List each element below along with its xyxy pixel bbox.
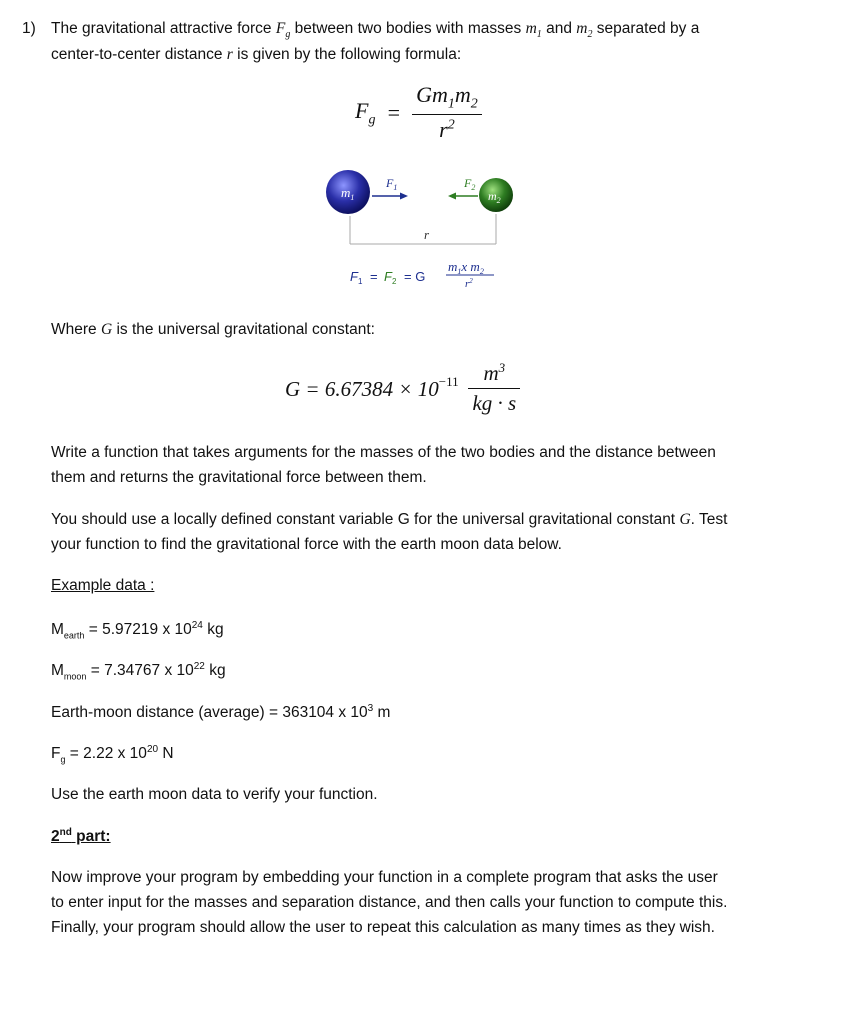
mass-moon-sub: moon <box>63 671 87 682</box>
constant-unit-fraction <box>468 360 520 416</box>
intro-text: separated by a <box>596 20 700 37</box>
intro-text: center-to-center distance <box>51 46 223 63</box>
paragraph-1-line-1: Write a function that takes arguments for the masses of the two bodies and the distance between <box>51 444 716 461</box>
mass-earth-m: M <box>51 621 64 639</box>
mass-moon-value: = 7.34767 x 10 <box>90 662 194 680</box>
formula-fraction <box>412 82 482 143</box>
constant-lhs: $G = 6.67384 \times 10^{-11}$ <box>285 374 459 401</box>
mass-moon-unit: kg <box>209 662 226 680</box>
force-row <box>51 744 174 764</box>
mass-earth-sub: earth <box>63 630 85 641</box>
mass-earth-value: = 5.97219 x 10 <box>88 621 192 639</box>
paragraph-2-line-2: your function to find the gravitational force with the earth moon data below. <box>51 536 562 553</box>
formula-numerator: $Gm_1m_2$ <box>416 82 478 112</box>
formula-lhs: $F_g$ <box>355 97 376 127</box>
part-2-line-1: Now improve your program by embedding your function in a complete program that asks the user <box>51 869 718 886</box>
equation-f2: $F_2$ <box>384 269 397 286</box>
constant-unit-denominator: kg · s <box>468 388 520 416</box>
intro-line-2 <box>51 46 461 64</box>
equation-f1: $F_1$ <box>350 269 363 286</box>
paragraph-1-line-2: them and returns the gravitational force between them. <box>51 469 427 486</box>
m1-symbol: $m_1$ <box>525 20 542 41</box>
mass-earth-row <box>51 620 224 640</box>
part-2-ordinal: nd <box>59 827 72 838</box>
force-1-label: $F_1$ <box>386 176 398 192</box>
distance-label: r <box>424 227 430 242</box>
paragraph-2-line-1 <box>51 511 727 529</box>
force-sub: g <box>60 754 66 765</box>
intro-line-1 <box>51 20 699 40</box>
distance-exponent: 3 <box>367 703 374 714</box>
part-2-line-2: to enter input for the masses and separation distance, and then calls your function to compute this. <box>51 894 728 911</box>
intro-text: is given by the following formula: <box>237 46 462 63</box>
intro-text: between two bodies with masses <box>294 20 522 37</box>
distance-row <box>51 703 390 722</box>
problem-number: 1) <box>22 20 36 37</box>
mass-earth-unit: kg <box>207 621 224 639</box>
m2-symbol: $m_2$ <box>576 20 593 41</box>
formula-denominator: $r^2$ <box>412 114 482 143</box>
equation-equals-1: = <box>370 269 378 284</box>
formula-equals: = <box>387 99 400 125</box>
part-2-number: 2 <box>51 828 60 846</box>
force-unit: N <box>162 745 174 763</box>
constant-intro-text: Where <box>51 321 97 338</box>
gravity-formula <box>355 82 482 143</box>
part-2-heading <box>51 827 111 846</box>
paragraph-2-text: You should use a locally defined constant variable G for the universal gravitational constant <box>51 511 676 528</box>
intro-text: The gravitational attractive force <box>51 20 272 37</box>
distance-value: Earth-moon distance (average) = 363104 x 10 <box>51 704 368 722</box>
force-2-label: $F_2$ <box>464 176 476 192</box>
constant-intro-text: is the universal gravitational constant: <box>116 321 375 338</box>
r-symbol: r <box>226 46 233 63</box>
mass-moon-exponent: 22 <box>193 661 205 672</box>
constant-formula <box>285 360 520 416</box>
mass-1-label: $m_1$ <box>341 185 355 202</box>
part-2-label: part: <box>71 828 111 846</box>
force-diagram <box>300 160 540 300</box>
paragraph-2-text: . Test <box>690 511 728 528</box>
mass-2-label: $m_2$ <box>488 189 501 205</box>
example-heading: Example data : <box>51 577 155 594</box>
fg-symbol: $F_g$ <box>275 20 291 41</box>
mass-earth-exponent: 24 <box>191 620 203 631</box>
g-symbol: G <box>679 511 691 528</box>
distance-unit: m <box>377 704 391 722</box>
constant-unit-numerator: $m^3$ <box>483 360 506 385</box>
intro-text: and <box>546 20 572 37</box>
equation-numerator: $m_1x$ $m_2$ <box>448 259 484 276</box>
force-value: = 2.22 x 10 <box>69 745 147 763</box>
g-symbol: G <box>100 321 113 338</box>
force-2-arrowhead <box>448 193 456 200</box>
mass-moon-m: M <box>51 662 64 680</box>
equation-denominator: $r^2$ <box>465 277 473 290</box>
mass-moon-row <box>51 661 226 681</box>
equation-equals-g: = G <box>404 269 426 284</box>
verify-text: Use the earth moon data to verify your function. <box>51 786 378 803</box>
force-exponent: 20 <box>146 744 159 755</box>
force-1-arrowhead <box>400 193 408 200</box>
constant-intro <box>51 321 375 339</box>
part-2-line-3: Finally, your program should allow the user to repeat this calculation as many times as they wish. <box>51 919 715 936</box>
force-f: F <box>51 745 61 763</box>
